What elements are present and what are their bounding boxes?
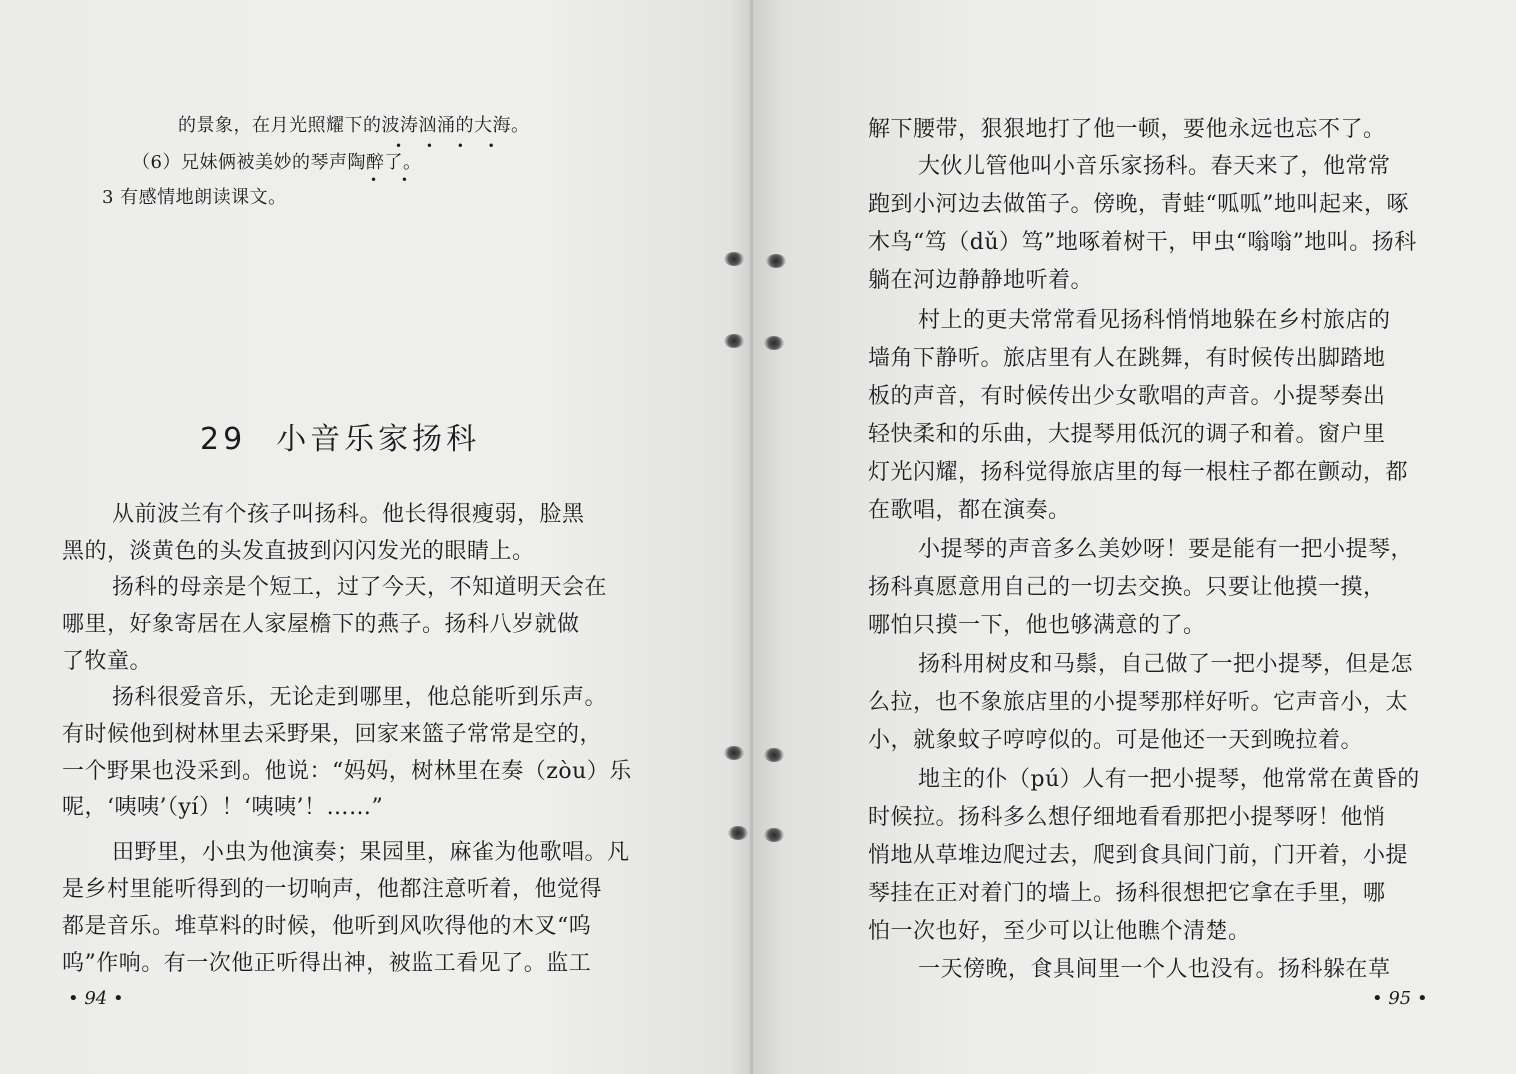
emphasis-dots: • • bbox=[370, 173, 418, 187]
body-line: 琴挂在正对着门的墙上。扬科很想把它拿在手里，哪 bbox=[868, 881, 1386, 906]
body-line: 跑到小河边去做笛子。傍晚，青蛙“呱呱”地叫起来，啄 bbox=[868, 192, 1409, 217]
staple-hole-icon bbox=[724, 746, 744, 760]
body-line: 地主的仆（pú）人有一把小提琴，他常常在黄昏的 bbox=[918, 767, 1420, 792]
body-line: 哪里，好象寄居在人家屋檐下的燕子。扬科八岁就做 bbox=[62, 612, 580, 637]
exercise-line: 3 有感情地朗读课文。 bbox=[102, 187, 287, 208]
body-line: 轻快柔和的乐曲，大提琴用低沉的调子和着。窗户里 bbox=[868, 422, 1386, 447]
page-number-right: • 95 • bbox=[1372, 988, 1428, 1009]
staple-hole-icon bbox=[728, 826, 748, 840]
body-line: 有时候他到树林里去采野果，回家来篮子常常是空的， bbox=[62, 722, 603, 747]
staple-hole-icon bbox=[764, 748, 784, 762]
exercise-line: （6）兄妹俩被美妙的琴声陶醉了。 bbox=[132, 152, 422, 173]
body-line: 黑的，淡黄色的头发直披到闪闪发光的眼睛上。 bbox=[62, 539, 535, 564]
lesson-heading bbox=[200, 420, 480, 460]
body-line: 哪怕只摸一下，他也够满意的了。 bbox=[868, 613, 1206, 638]
body-line: 么拉，也不象旅店里的小提琴那样好听。它声音小，太 bbox=[868, 690, 1409, 715]
body-line: 呢，‘咦咦’（yí）！‘咦咦’！……” bbox=[62, 795, 384, 820]
body-line: 都是音乐。堆草料的时候，他听到风吹得他的木叉“呜 bbox=[62, 914, 592, 939]
page-number-left: • 94 • bbox=[68, 988, 124, 1009]
staple-hole-icon bbox=[724, 334, 744, 348]
body-line: 小提琴的声音多么美妙呀！要是能有一把小提琴， bbox=[918, 537, 1414, 562]
body-line: 解下腰带，狠狠地打了他一顿，要他永远也忘不了。 bbox=[868, 117, 1386, 142]
body-line: 怕一次也好，至少可以让他瞧个清楚。 bbox=[868, 919, 1251, 944]
lesson-title: 小音乐家扬科 bbox=[276, 422, 481, 457]
body-line: 板的声音，有时候传出少女歌唱的声音。小提琴奏出 bbox=[868, 384, 1386, 409]
right-page bbox=[752, 0, 1516, 1074]
staple-hole-icon bbox=[724, 252, 744, 266]
staple-hole-icon bbox=[764, 828, 784, 842]
staple-hole-icon bbox=[764, 336, 784, 350]
emphasis-dots: • • • • bbox=[395, 139, 505, 153]
body-line: 扬科很爱音乐，无论走到哪里，他总能听到乐声。 bbox=[112, 685, 608, 710]
left-page bbox=[0, 0, 752, 1074]
body-line: 一个野果也没采到。他说：“妈妈，树林里在奏（zòu）乐 bbox=[62, 759, 632, 784]
body-line: 呜”作响。有一次他正听得出神，被监工看见了。监工 bbox=[62, 951, 592, 976]
body-line: 了牧童。 bbox=[62, 649, 153, 674]
exercise-line: 的景象，在月光照耀下的波涛汹涌的大海。 bbox=[178, 115, 530, 136]
body-line: 大伙儿管他叫小音乐家扬科。春天来了，他常常 bbox=[918, 154, 1391, 179]
body-line: 时候拉。扬科多么想仔细地看看那把小提琴呀！他悄 bbox=[868, 805, 1386, 830]
body-line: 悄地从草堆边爬过去，爬到食具间门前，门开着，小提 bbox=[868, 843, 1409, 868]
body-line: 灯光闪耀，扬科觉得旅店里的每一根柱子都在颤动，都 bbox=[868, 460, 1409, 485]
body-line: 从前波兰有个孩子叫扬科。他长得很瘦弱，脸黑 bbox=[112, 502, 585, 527]
body-line: 田野里，小虫为他演奏；果园里，麻雀为他歌唱。凡 bbox=[112, 840, 630, 865]
body-line: 是乡村里能听得到的一切响声，他都注意听着，他觉得 bbox=[62, 877, 603, 902]
book-gutter bbox=[750, 0, 753, 1074]
body-line: 小，就象蚊子哼哼似的。可是他还一天到晚拉着。 bbox=[868, 728, 1364, 753]
staple-hole-icon bbox=[766, 254, 786, 268]
body-line: 村上的更夫常常看见扬科悄悄地躲在乡村旅店的 bbox=[918, 308, 1391, 333]
body-line: 木鸟“笃（dǔ）笃”地啄着树干，甲虫“嗡嗡”地叫。扬科 bbox=[868, 230, 1417, 255]
body-line: 躺在河边静静地听着。 bbox=[868, 268, 1094, 293]
body-line: 在歌唱，都在演奏。 bbox=[868, 498, 1071, 523]
body-line: 一天傍晚，食具间里一个人也没有。扬科躲在草 bbox=[918, 957, 1391, 982]
body-line: 扬科的母亲是个短工，过了今天，不知道明天会在 bbox=[112, 575, 608, 600]
body-line: 扬科真愿意用自己的一切去交换。只要让他摸一摸， bbox=[868, 575, 1386, 600]
body-line: 墙角下静听。旅店里有人在跳舞，有时候传出脚踏地 bbox=[868, 346, 1386, 371]
lesson-number: 29 bbox=[200, 422, 247, 457]
body-line: 扬科用树皮和马鬃，自己做了一把小提琴，但是怎 bbox=[918, 652, 1414, 677]
